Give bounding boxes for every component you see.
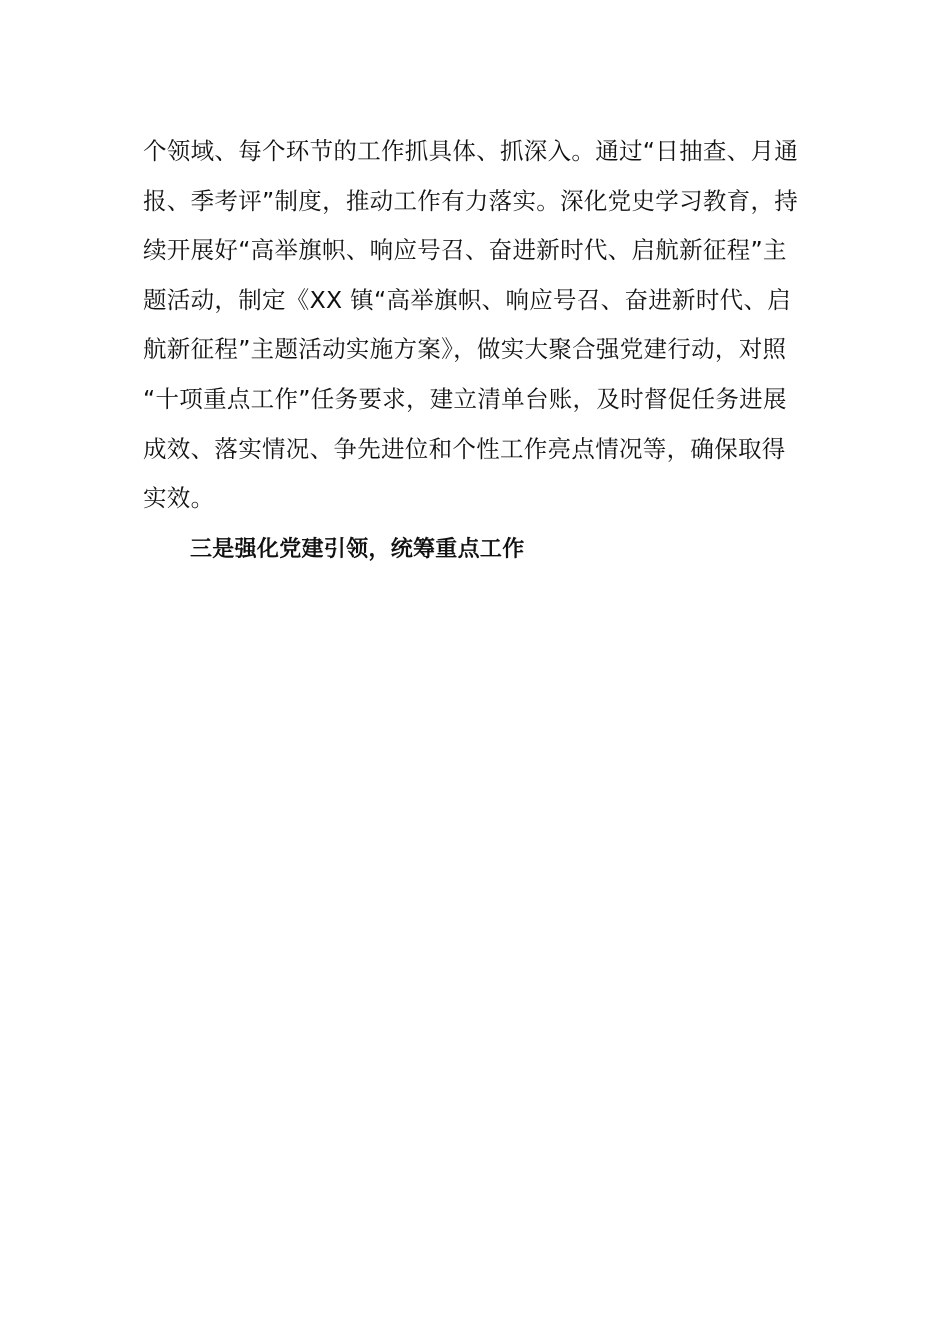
paragraph-line: “十项重点工作”任务要求，建立清单台账，及时督促任务进展 (143, 384, 787, 413)
paragraph-line: 成效、落实情况、争先进位和个性工作亮点情况等，确保取得 (143, 434, 786, 463)
paragraph-line: 题活动，制定《XX 镇“高举旗帜、响应号召、奋进新时代、启 (143, 285, 792, 314)
section-heading: 三是强化党建引领，统筹重点工作 (190, 537, 525, 562)
paragraph-line: 航新征程”主题活动实施方案》，做实大聚合强党建行动，对照 (143, 335, 787, 364)
paragraph-line: 个领域、每个环节的工作抓具体、抓深入。通过“日抽查、月通 (143, 137, 799, 165)
body-paragraph (143, 127, 807, 524)
paragraph-line: 报、季考评”制度，推动工作有力落实。深化党史学习教育，持 (143, 186, 799, 215)
paragraph-line: 续开展好“高举旗帜、响应号召、奋进新时代、启航新征程”主 (143, 236, 787, 265)
paragraph-line: 实效。 (143, 484, 215, 513)
